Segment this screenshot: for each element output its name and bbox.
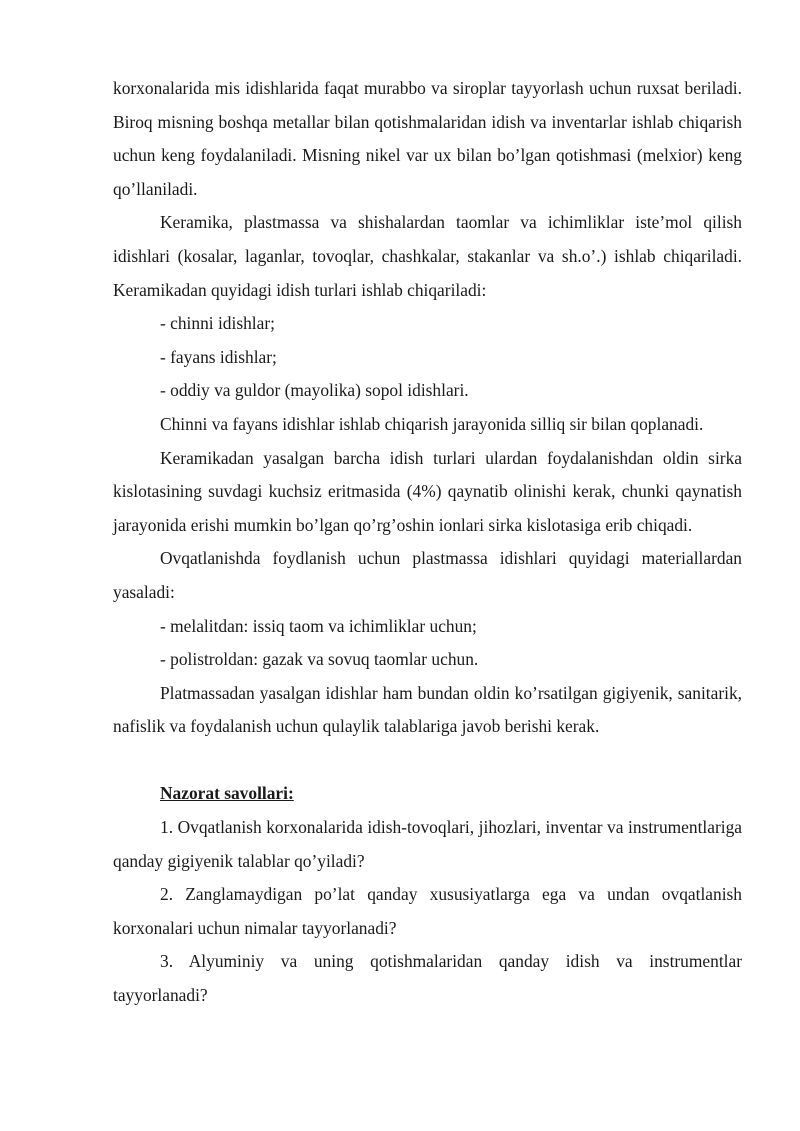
paragraph-ceramics-intro: Keramika, plastmassa va shishalardan taomlar va ichimliklar iste’mol qilish idishlari (kosalar, laganlar, tovoqlar, chashkalar, stakanlar va sh.o’.) ishlab chiqariladi. Keramikadan quyidagi idish turlari ishlab chiqariladi: <box>113 212 742 300</box>
paragraph-acetic-acid: Keramikadan yasalgan barcha idish turlari ulardan foydalanishdan oldin sirka kislotasining suvdagi kuchsiz eritmasida (4%) qaynatib olinishi kerak, chunki qaynatish jarayonida erishi mumkin bo’lgan qo’rg’oshin ionlari sirka kislotasiga erib chiqadi. <box>113 447 742 535</box>
question-3: 3. Alyuminiy va uning qotishmalaridan qanday idish va instrumentlar tayyorlanadi? <box>113 951 742 1006</box>
list-item-melamine: - melalitdan: issiq taom va ichimliklar uchun; <box>160 615 477 636</box>
paragraph-glaze: Chinni va fayans idishlar ishlab chiqarish jarayonida silliq sir bilan qoplanadi. <box>160 413 704 434</box>
list-item-faience: - fayans idishlar; <box>160 346 277 367</box>
question-2: 2. Zanglamaydigan po’lat qanday xususiyatlarga ega va undan ovqatlanish korxonalari uchun nimalar tayyorlanadi? <box>113 884 742 938</box>
paragraph-plastic-intro: Ovqatlanishda foydlanish uchun plastmassa idishlari quyidagi materiallardan yasaladi: <box>113 548 742 602</box>
list-item-majolica: - oddiy va guldor (mayolika) sopol idishlari. <box>160 380 469 401</box>
document-page <box>113 72 742 1013</box>
questions-heading: Nazorat savollari: <box>160 783 294 804</box>
section-spacer <box>113 744 742 778</box>
question-1: 1. Ovqatlanish korxonalarida idish-tovoqlari, jihozlari, inventar va instrumentlariga qanday gigiyenik talablar qo’yiladi? <box>113 817 742 871</box>
list-item-porcelain: - chinni idishlar; <box>160 313 275 334</box>
list-item-polystyrene: - polistroldan: gazak va sovuq taomlar uchun. <box>160 649 479 670</box>
paragraph-copper: korxonalarida mis idishlarida faqat murabbo va siroplar tayyorlash uchun ruxsat beriladi. Biroq misning boshqa metallar bilan qotishmalaridan idish va inventarlar ishlab chiqarish uchun keng foydalaniladi. Misning nikel var ux bilan bo’lgan qotishmasi (melxior) keng qo’llaniladi. <box>113 78 742 199</box>
paragraph-plastic-requirements: Platmassadan yasalgan idishlar ham bundan oldin ko’rsatilgan gigiyenik, sanitarik, nafislik va foydalanish uchun qulaylik talablariga javob berishi kerak. <box>113 682 742 737</box>
